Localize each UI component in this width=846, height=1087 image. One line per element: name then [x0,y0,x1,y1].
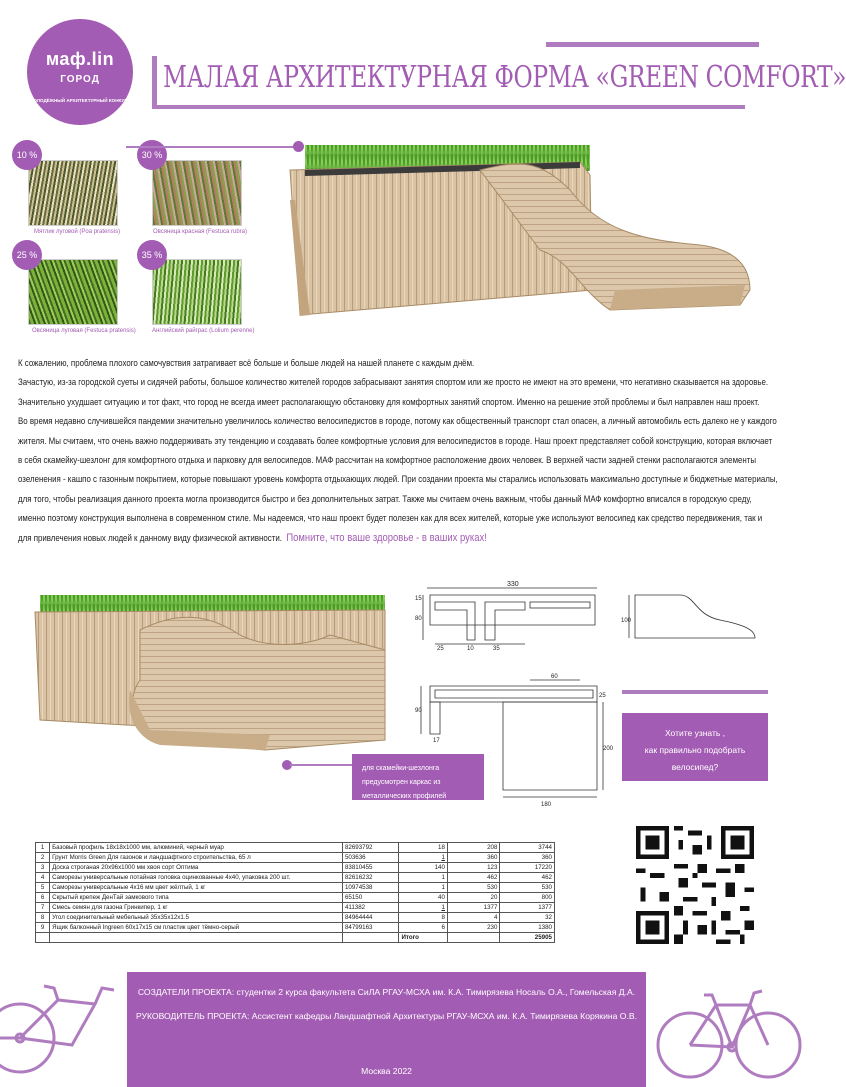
table-cell: 4 [447,913,500,923]
table-cell: 10974538 [342,883,399,893]
drawing-plan [415,672,615,812]
drawing-side [621,590,765,650]
connector-line [126,146,298,148]
table-cell: 6 [399,923,447,933]
supervisor-line: РУКОВОДИТЕЛЬ ПРОЕКТА: Ассистент кафедры Ландшафтной Архитектуры РГАУ-МСХА им. К.А. Тимирязева Корякина О.В. [136,1011,637,1021]
table-cell: 84964444 [342,913,399,923]
description-text [18,354,778,548]
table-cell: 6 [36,893,50,903]
table-cell: Скрытый крепеж ДенТай замкового типа [50,893,343,903]
logo-brand: маф.lin [45,49,115,69]
callout-line [290,764,354,766]
table-cell: 360 [500,853,555,863]
materials-table [35,842,555,943]
grass-percent-badge: 10 % [12,140,42,170]
table-cell: Базовый профиль 18х18х1000 мм, алюминий, черный муар [50,843,343,853]
drawing-front [415,580,615,650]
table-cell: 1380 [500,923,555,933]
table-cell: Саморезы универсальные потайная головка оцинкованные 4х40, упаковка 200 шт. [50,873,343,883]
table-cell: 208 [447,843,500,853]
table-cell: 800 [500,893,555,903]
table-cell: 503636 [342,853,399,863]
dim-left-small: 15 [415,596,422,602]
table-cell: Ящик балконный Ingreen 60х17х15 см пластик цвет тёмно-серый [50,923,343,933]
bicycle-right-icon [650,975,768,1087]
table-cell: Грунт Morris Green Для газонов и ландшафтного строительства, 65 л [50,853,343,863]
table-total-cell: Итого [399,933,447,943]
grass-percent-badge: 25 % [12,240,42,270]
table-row [36,883,555,893]
dim-side-height: 100 [621,618,632,624]
paragraph: Значительно ухудшает ситуацию и тот факт, что город не всегда имеет располагающую обстановку для комфортных занятий спортом. Именно на решение этой проблемы и был направлен наш проект. [18,396,760,407]
table-row [36,853,555,863]
paragraph [18,529,759,548]
table-cell: 8 [36,913,50,923]
table-row [36,863,555,873]
table-cell: 17220 [500,863,555,873]
paragraph: озеленения - кашпо с газонным покрытием, которые повышают уровень комфорта отдыхающих людей. При создании проекта мы старались использовать максимально доступные и бюджетные материалы, [18,474,778,485]
dim-plan-left: 90 [415,708,422,714]
grass-photo-festuca-pratensis [28,259,118,325]
table-cell: 5 [36,883,50,893]
table-cell: 82616232 [342,873,399,883]
dim-seg-a: 25 [437,646,444,652]
table-cell: 84799163 [342,923,399,933]
table-row [36,843,555,853]
table-cell: 360 [447,853,500,863]
table-cell: Доска строганая 20х96х1000 мм хвоя сорт Оптима [50,863,343,873]
table-cell: Угол соединительный мебельный 35х35х12х1.5 [50,913,343,923]
dim-plan-right: 25 [599,693,606,699]
grass-percent-badge: 30 % [137,140,167,170]
table-cell: 140 [399,863,447,873]
city-year: Москва 2022 [361,1066,412,1076]
table-cell: 40 [399,893,447,903]
table-cell: 1 [399,873,447,883]
grass-percent-badge: 35 % [137,240,167,270]
table-cell: 20 [447,893,500,903]
table-cell: 3744 [500,843,555,853]
paragraph: в себя скамейку-шезлонг для комфортного отдыха и парковку для велосипедов. МАФ рассчитан на комфортное расположение двоих человек. В верхней части задней стенки располагаются элементы [18,455,757,466]
table-cell: 4 [36,873,50,883]
table-cell: 32 [500,913,555,923]
paragraph: жителя. Мы считаем, что очень важно поддерживать эту тенденцию и создавать более комфортные условия для велосипедистов в городе. Наш проект представляет собой конструкцию, которая включает [18,435,773,446]
table-cell: 123 [447,863,500,873]
logo-city: ГОРОД [60,74,100,85]
dim-seg-c: 35 [493,646,500,652]
table-cell: 411382 [342,903,399,913]
table-cell: 530 [500,883,555,893]
logo-contest: МОЛОДЁЖНЫЙ АРХИТЕКТУРНЫЙ КОНКУРС [29,98,131,103]
dim-plan-bottom: 180 [541,802,552,808]
bicycle-left-icon [0,970,120,1087]
table-empty-cell [342,933,399,943]
bench-render-bottom [30,590,390,760]
dim-height: 80 [415,616,422,622]
grass-caption: Овсяница луговая (Festuca pratensis) [32,328,136,334]
qr-code[interactable] [636,826,754,944]
paragraph-end: для привлечения новых людей к данному виду физической активности. [18,532,282,543]
table-cell: Смесь семян для газона Гринкипер, 1 кг [50,903,343,913]
grass-photo-poa [28,160,118,226]
paragraph: именно поэтому конструкция выполнена в современном стиле. Мы надеемся, что наш проект будет полезен как для всех жителей, которые уже используют велосипед как средство передвижения, так и [18,513,763,524]
table-cell: 462 [447,873,500,883]
table-row [36,873,555,883]
table-cell: 18 [399,843,447,853]
paragraph: Зачастую, из-за городской суеты и сидячей работы, большое количество жителей городов забрасывают занятия спортом или же просто не имеют на это времени, что негативно сказывается на здоровье. [18,377,769,388]
bike-question-box[interactable] [622,713,768,781]
table-cell: 83810455 [342,863,399,873]
bike-question-line1: Хотите узнать , [664,728,726,738]
dim-plan-top: 60 [551,674,558,680]
table-cell: 1377 [447,903,500,913]
table-cell: 1 [399,903,447,913]
table-cell: 1 [36,843,50,853]
table-row [36,893,555,903]
dim-seg-b: 10 [467,646,474,652]
bench-render-top [280,140,760,340]
dim-plan-height: 200 [603,746,614,752]
table-row [36,913,555,923]
table-total-row [36,933,555,943]
logo [27,19,133,125]
paragraph: для того, чтобы реализация данного проекта могла производится быстро и без дополнительных затрат. Также мы считаем очень важным, чтобы данный МАФ комфортно вписался в городскую среду, [18,493,752,504]
grass-photo-festuca-rubra [152,160,242,226]
table-cell: 9 [36,923,50,933]
table-empty-cell [50,933,343,943]
title-bar-top [546,42,759,47]
table-cell: 82693792 [342,843,399,853]
grass-caption: Мятлик луговой (Poa pratensis) [34,229,121,235]
grass-caption: Английский райграс (Lolium perenne) [152,328,255,334]
footer-credits [127,972,646,1087]
table-row [36,923,555,933]
title-bar-left [152,56,157,109]
motto: Помните, что ваше здоровье - в ваших руках! [286,531,487,544]
table-cell: 7 [36,903,50,913]
table-cell: Саморезы универсальные 4х16 мм цвет жёлтый, 1 кг [50,883,343,893]
table-total-cell: 25905 [500,933,555,943]
table-cell: 65150 [342,893,399,903]
bike-question-line2: как правильно подобрать велосипед? [644,745,746,772]
page-title: МАЛАЯ АРХИТЕКТУРНАЯ ФОРМА «GREEN COMFORT» [163,60,846,95]
table-cell: 1 [399,853,447,863]
creators-line: СОЗДАТЕЛИ ПРОЕКТА: студентки 2 курса факультета СиЛА РГАУ-МСХА им. К.А. Тимирязева Носаль О.А., Гомельская Д.А. [137,987,636,997]
title-bar-bottom [152,105,745,109]
dim-plan-small: 17 [433,738,440,744]
table-cell: 1377 [500,903,555,913]
question-bar [622,690,768,694]
dim-width: 330 [507,581,519,588]
grass-photo-lolium [152,259,242,325]
table-row [36,903,555,913]
paragraph: Во время недавно случившейся пандемии значительно увеличилось количество велосипедистов в городе, потому как общественный транспорт стал опасен, а личный автомобиль есть далеко не у каждого [18,416,777,427]
table-cell: 1 [399,883,447,893]
table-cell: 462 [500,873,555,883]
table-empty-cell [447,933,500,943]
table-cell: 3 [36,863,50,873]
paragraph: К сожалению, проблема плохого самочувствия затрагивает всё больше и больше людей на нашей планете с каждым днём. [18,358,475,368]
grass-caption: Овсяница красная (Festuca rubra) [153,229,248,235]
frame-callout: для скамейки-шезлонга предусмотрен каркас из металлических профилей [352,754,484,800]
table-cell: 230 [447,923,500,933]
table-cell: 2 [36,853,50,863]
table-cell: 530 [447,883,500,893]
table-empty-cell [36,933,50,943]
table-cell: 8 [399,913,447,923]
